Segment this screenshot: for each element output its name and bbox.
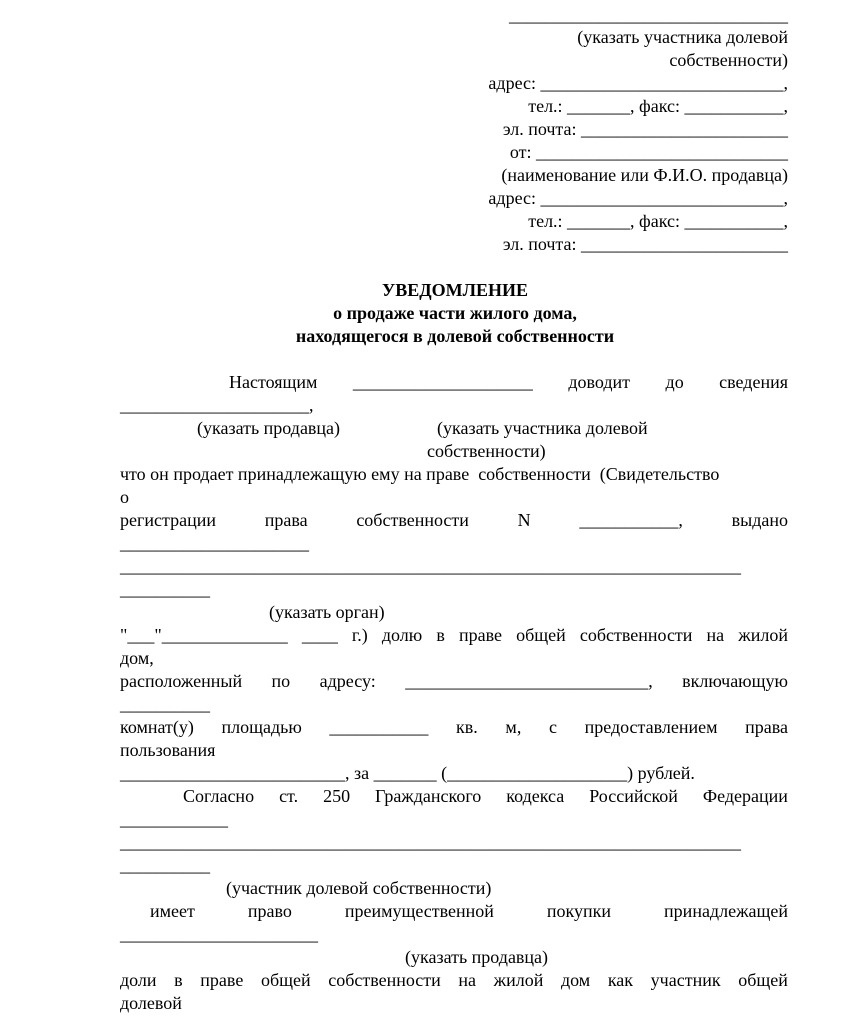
p3-line1 — [183, 785, 788, 807]
p1-line1 — [229, 371, 788, 393]
word: предоставлением — [584, 717, 718, 737]
area-blank: ___________ — [329, 717, 429, 737]
hint-seller-2: (указать продавца) — [405, 947, 549, 967]
word: покупки — [546, 901, 612, 921]
word: на — [458, 970, 477, 990]
p3-line3: _____________________________________________________________________ — [120, 832, 741, 852]
sender-from: от: ____________________________ — [509, 142, 788, 162]
word: сведения — [719, 372, 788, 392]
p2-line4: _____________________ — [120, 533, 309, 553]
word: Федерации — [702, 786, 788, 806]
word: собственности — [356, 510, 469, 530]
word: адресу: — [319, 671, 376, 691]
address-blank: ___________________________, — [405, 671, 653, 691]
word: доли — [120, 970, 157, 990]
p2-line11 — [120, 716, 788, 738]
word: на — [706, 625, 725, 645]
word: жилой — [493, 970, 544, 990]
p2-line6: __________ — [120, 579, 210, 599]
word: 250 — [323, 786, 351, 806]
p2-line1: что он продает принадлежащую ему на праве собственности (Свидетельство — [120, 464, 720, 484]
word: как — [607, 970, 634, 990]
word: доводит — [568, 372, 631, 392]
word: регистрации — [120, 510, 216, 530]
word: праве — [200, 970, 244, 990]
word: имеет — [150, 901, 195, 921]
word: комнат(у) — [120, 717, 194, 737]
participant-blank: _____________________, — [120, 395, 314, 415]
p2-line8: дом, — [120, 648, 154, 668]
word: собственности — [579, 625, 693, 645]
word: право — [247, 901, 292, 921]
word: кв. — [456, 717, 478, 737]
p2-line3 — [120, 509, 788, 531]
word: N — [517, 510, 531, 530]
certificate-number-blank: ___________, — [579, 510, 683, 530]
word: ст. — [279, 786, 299, 806]
word: преимущественной — [344, 901, 494, 921]
word: Российской — [589, 786, 678, 806]
p2-line12: пользования — [120, 740, 216, 760]
p3-line8: долевой — [120, 993, 182, 1013]
word: кодекса — [506, 786, 565, 806]
word: по — [271, 671, 291, 691]
p3-line5 — [150, 900, 788, 922]
p3-line6: ______________________ — [120, 924, 318, 944]
hint-participant: (участник долевой собственности) — [226, 878, 492, 898]
p2-line2: о — [120, 487, 129, 507]
word: собственности — [328, 970, 441, 990]
word: Согласно — [183, 786, 255, 806]
word: участник — [650, 970, 721, 990]
word: долю — [381, 625, 423, 645]
p2-line9 — [120, 670, 788, 692]
recipient-blank-line: _______________________________ — [509, 5, 788, 25]
seller-blank: ____________________ — [352, 372, 533, 392]
word: принадлежащей — [664, 901, 788, 921]
recipient-email: эл. почта: _______________________ — [502, 119, 788, 139]
word: выдано — [731, 510, 788, 530]
word: г.) — [351, 625, 368, 645]
p2-line5: _____________________________________________________________________ — [120, 556, 741, 576]
word: расположенный — [120, 671, 243, 691]
sender-address: адрес: ___________________________, — [488, 188, 788, 208]
document-subtitle-line1: о продаже части жилого дома, — [333, 303, 577, 323]
hint-organ: (указать орган) — [269, 602, 385, 622]
word: Настоящим — [229, 372, 318, 392]
recipient-hint-line2: собственности) — [669, 50, 788, 70]
word: включающую — [682, 671, 788, 691]
date-blank: "___"______________ — [120, 625, 288, 645]
p3-line2: ____________ — [120, 809, 228, 829]
recipient-hint-line1: (указать участника долевой — [577, 27, 788, 47]
word: общей — [260, 970, 311, 990]
sender-phone-fax: тел.: _______, факс: ___________, — [528, 211, 788, 231]
word: м, — [505, 717, 522, 737]
word: общей — [516, 625, 566, 645]
hint-participant-line2: собственности) — [427, 441, 546, 461]
word: с — [548, 717, 557, 737]
recipient-address: адрес: ___________________________, — [488, 73, 788, 93]
word: до — [665, 372, 684, 392]
word: права — [264, 510, 308, 530]
word: в — [174, 970, 183, 990]
word: Гражданского — [375, 786, 482, 806]
hint-participant-line1: (указать участника долевой — [437, 418, 648, 438]
p2-line7 — [120, 624, 788, 646]
word: праве — [458, 625, 502, 645]
word: дом — [560, 970, 591, 990]
p3-line7 — [120, 969, 788, 991]
recipient-phone-fax: тел.: _______, факс: ___________, — [528, 96, 788, 116]
p3-line4: __________ — [120, 855, 210, 875]
document-title: УВЕДОМЛЕНИЕ — [381, 280, 529, 300]
word: в — [436, 625, 445, 645]
word: права — [745, 717, 788, 737]
word: жилой — [738, 625, 788, 645]
hint-seller: (указать продавца) — [197, 418, 341, 438]
word: площадью — [221, 717, 302, 737]
word: общей — [738, 970, 788, 990]
year-blank: ____ — [301, 625, 338, 645]
sender-email: эл. почта: _______________________ — [502, 234, 788, 254]
sender-hint: (наименование или Ф.И.О. продавца) — [501, 165, 788, 185]
p2-line13-price: _________________________, за _______ (____________________) рублей. — [120, 763, 695, 783]
p2-line10: __________ — [120, 694, 210, 714]
document-subtitle-line2: находящегося в долевой собственности — [295, 326, 615, 346]
